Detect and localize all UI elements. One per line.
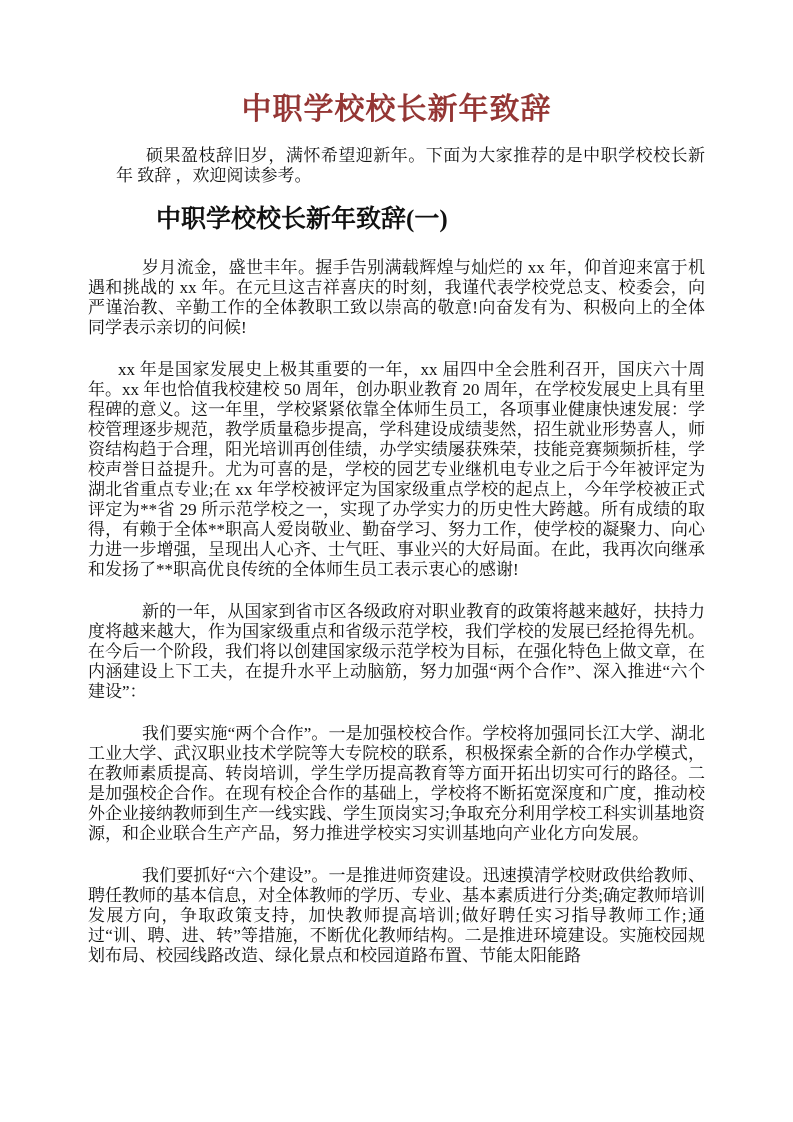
paragraph-six-constructions: 我们要抓好“六个建设”。一是推进师资建设。迅速摸清学校财政供给教师、聘任教师的基本信息，对全体教师的学历、专业、基本素质进行分类;确定教师培训发展方向，争取政策支持，加快教师提高培训;做好聘任实习指导教师工作;通过“训、聘、进、转”等措施，不断优化教师结构。二是推进环境建设。实施校园规划布局、校园线路改造、绿化景点和校园道路布置、节能太阳能路	[88, 866, 705, 965]
paragraph-greeting: 岁月流金，盛世丰年。握手告别满载辉煌与灿烂的 xx 年，仰首迎来富于机遇和挑战的 xx 年。在元旦这吉祥喜庆的时刻，我谨代表学校党总支、校委会，向严谨治教、辛勤工作的全体教职工致以崇高的敬意!向奋发有为、积极向上的全体同学表示亲切的问候!	[88, 258, 705, 337]
paragraph-two-cooperations: 我们要实施“两个合作”。一是加强校校合作。学校将加强同长江大学、湖北工业大学、武汉职业技术学院等大专院校的联系，积极探索全新的合作办学模式，在教师素质提高、转岗培训，学生学历提高教育等方面开拓出切实可行的路径。二是加强校企合作。在现有校企合作的基础上，学校将不断拓宽深度和广度，推动校外企业接纳教师到生产一线实践、学生顶岗实习;争取充分利用学校工科实训基地资源，和企业联合生产产品，努力推进学校实习实训基地向产业化方向发展。	[88, 724, 705, 843]
paragraph-year-review: xx 年是国家发展史上极其重要的一年，xx 届四中全会胜利召开，国庆六十周年。xx 年也恰值我校建校 50 周年，创办职业教育 20 周年，在学校发展史上具有里程碑的意义。这一年里，学校紧紧依靠全体师生员工，各项事业健康快速发展：学校管理逐步规范，教学质量稳步提高，学科建设成绩斐然，招生就业形势喜人，师资结构趋于合理，阳光培训再创佳绩，办学实绩屡获殊荣，技能竞赛频频折桂，学校声誉日益提升。尤为可喜的是，学校的园艺专业继机电专业之后于今年被评定为湖北省重点专业;在 xx 年学校被评定为国家级重点学校的起点上，今年学校被正式评定为**省 29 所示范学校之一，实现了办学实力的历史性大跨越。所有成绩的取得，有赖于全体**职高人爱岗敬业、勤奋学习、努力工作，使学校的凝聚力、向心力进一步增强，呈现出人心齐、士气旺、事业兴的大好局面。在此，我再次向继承和发扬了**职高优良传统的全体师生员工表示衷心的感谢!	[88, 360, 705, 579]
section-heading: 中职学校校长新年致辞(一)	[156, 206, 448, 233]
paragraph-new-year-outlook: 新的一年，从国家到省市区各级政府对职业教育的政策将越来越好，扶持力度将越来越大，作为国家级重点和省级示范学校，我们学校的发展已经抢得先机。在今后一个阶段，我们将以创建国家级示范学校为目标，在强化特色上做文章，在内涵建设上下工夫，在提升水平上动脑筋，努力加强“两个合作”、深入推进“六个建设”：	[88, 602, 705, 701]
document-title: 中职学校校长新年致辞	[241, 93, 552, 126]
intro-paragraph: 硕果盈枝辞旧岁，满怀希望迎新年。下面为大家推荐的是中职学校校长新年 致辞 ，欢迎阅读参考。	[116, 146, 705, 185]
